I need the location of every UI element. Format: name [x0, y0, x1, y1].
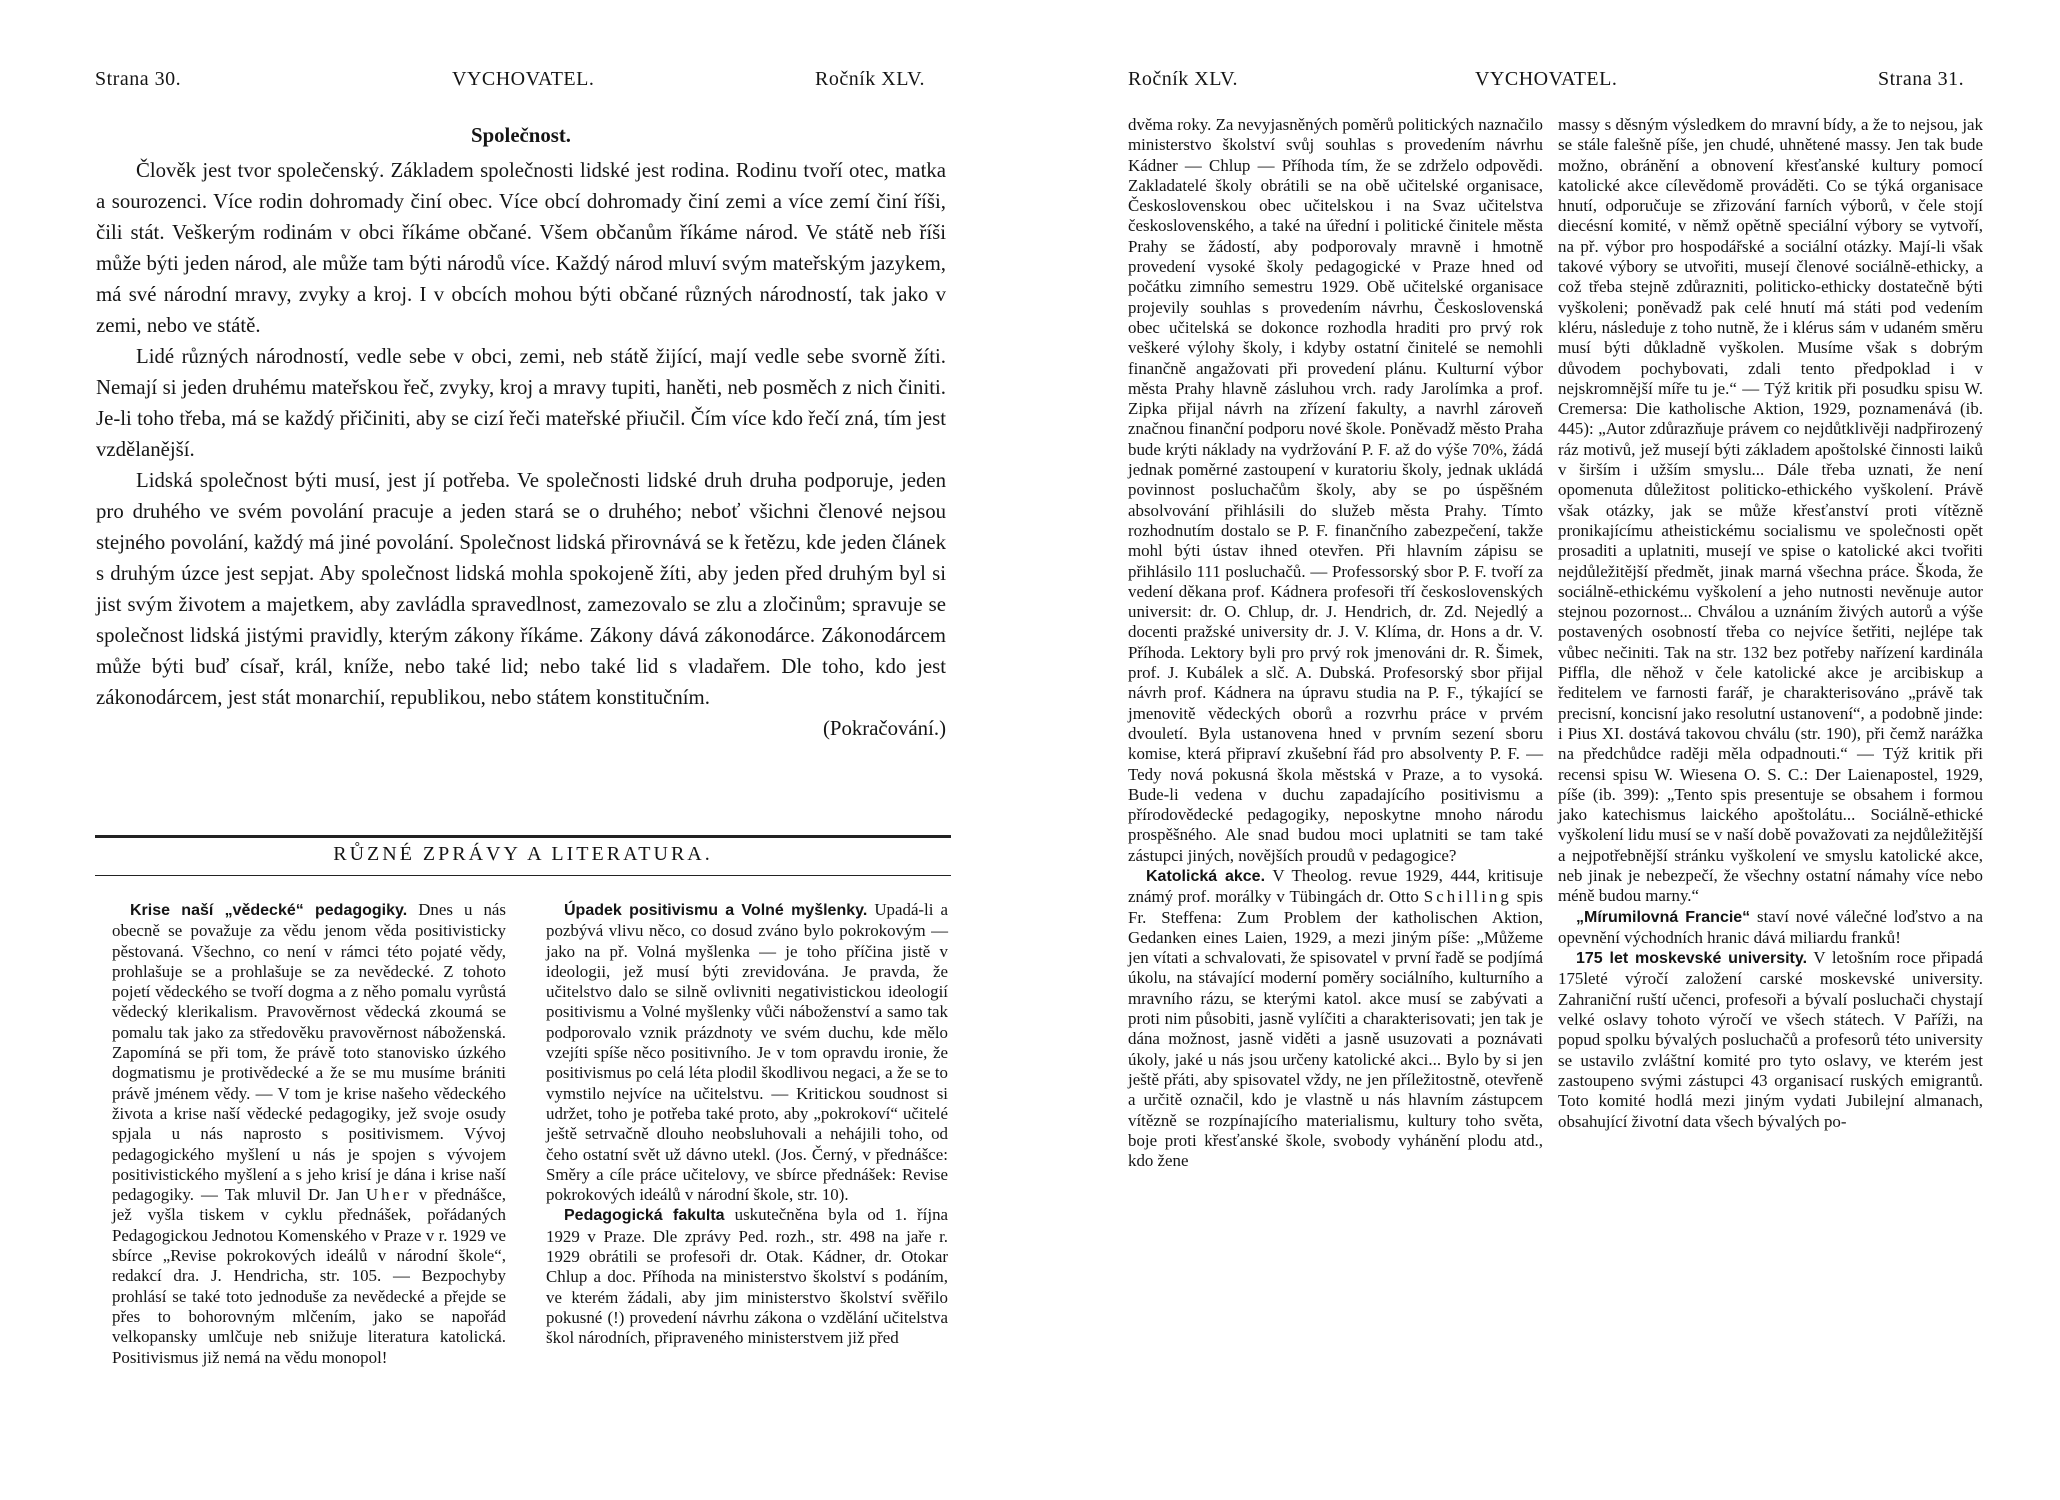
news-item-title: 175 let moskevské university. [1576, 950, 1808, 968]
section-title: RŮZNÉ ZPRÁVY A LITERATURA. [333, 843, 713, 865]
news-item-title: Katolická akce. [1146, 867, 1266, 885]
news-column-4 [1558, 115, 1983, 1132]
main-article [96, 120, 946, 744]
news-item-title: Úpadek positivismu a Volné myšlenky. [564, 902, 868, 919]
volume-label: Ročník XLV. [815, 68, 925, 90]
news-item: Krise naší „vědecké“ pedagogiky. Dnes u nás obecně se považuje za vědu jenom věda positivisticky pěstovaná. Všechno, co není v rámci této pojaté vědy, prohlašuje se a prohlašuje se za nevědecké. Z tohoto pojetí vědeckého se tvoří dogma a z něho pomalu vyrůstá vědecký klerikalism. Pravověrnost vědecká zkoumá se pomalu tak jako za středověku pravověrnost náboženská. Zapomíná se při tom, že právě toto stanovisko úzkého dogmatismu je protivědecké a že se mu musíme brániti právě jménem vědy. — V tom je krise našeho vědeckého života a krise naší vědecké pedagogiky, jež svoje osudy spjala u nás naprosto s positivismem. Vývoj pedagogického myšlení u nás je spojen s vývojem positivistického myšlení a s jeho krisí je dána i krise naší pedagogiky. — Tak mluvil Dr. Jan Uher v přednášce, jež vyšla tiskem v cyklu přednášek, pořádaných Pedagogickou Jednotou Komenského v Praze v r. 1929 ve sbírce „Revise pokrokových ideálů v národní škole“, redakcí dra. J. Hendricha, str. 105. — Bezpochyby prohlásí se také toto jednoduše za nevědecké a přejde se přes to bohorovným mlčením, jako se napořád velkopansky umlčuje neb snižuje literatura katolická. Positivismus již nemá na vědu monopol! [112, 900, 507, 1367]
news-item: „Mírumilovná Francie“ staví nové válečné loďstvo a na opevnění východních hranic dává miliardu franků! [1558, 906, 1984, 947]
news-item-title: „Mírumilovná Francie“ [1576, 908, 1751, 926]
article-paragraph: Lidé různých národností, vedle sebe v obci, zemi, neb státě žijící, mají vedle sebe svorně žíti. Nemají si jeden druhému mateřskou řeč, zvyky, kroj a mravy tupiti, haněti, neb posměch z nich činiti. Je-li toho třeba, má se každý přičiniti, aby se cizí řeči mateřské přiučil. Čím více kdo řečí zná, tím jest vzdělanější. [96, 345, 946, 461]
author-name: Uher [365, 1185, 412, 1205]
section-divider [95, 835, 951, 838]
news-item: Pedagogická fakulta uskutečněna byla od 1. října 1929 v Praze. Dle zprávy Ped. rozh., str. 498 na jaře r. 1929 obrátili se profesoři dr. Otak. Kádner, dr. Otokar Chlup a doc. Příhoda na ministerstvo školství s podáním, ve kterém žádali, aby jim ministerstvo školství svěřilo pokusné (!) provedení návrhu zákona o vzdělání učitelstva škol národních, připraveného ministerstvem již před [546, 1205, 949, 1348]
article-paragraph: Člověk jest tvor společenský. Základem společnosti lidské jest rodina. Rodinu tvoří otec, matka a sourozenci. Více rodin dohromady činí obec. Více obcí dohromady činí zemi a více zemí činí říši, čili stát. Veškerým rodinám v obci říkáme občané. Všem občanům říkáme národ. Ve státě neb říši může býti jeden národ, ale může tam býti národů více. Každý národ mluví svým mateřským jazykem, má své národní mravy, zvyky a kroj. I v obcích mohou býti občané různých národností, tak jako v zemi, nebo ve státě. [96, 159, 946, 337]
page-number: Strana 30. [95, 68, 182, 90]
right-page [1030, 0, 2060, 1500]
news-item-title: Krise naší „vědecké“ pedagogiky. [130, 902, 408, 919]
author-name: Schilling [1423, 887, 1512, 907]
news-column-2 [546, 900, 948, 1349]
page-number: Strana 31. [1878, 68, 1965, 90]
article-paragraph: Lidská společnost býti musí, jest jí potřeba. Ve společnosti lidské druh druha podporuje, jeden pro druhého ve svém povolání pracuje a jeden stará se o druhého; neboť všichni členové nejsou stejného povolání, každý má jiné povolání. Společnost lidská přirovnává se k řetězu, kde jeden článek s druhým úzce jest sepjat. Aby společnost lidská mohla spokojeně žíti, aby jeden před druhým byl si jist svým životem a majetkem, aby zavládla spravedlnost, zamezovalo se zlu a zločinům; spravuje se společnost lidská jistými pravidly, kterým zákony říkáme. Zákony dává zákonodárce. Zákonodárcem může býti buď císař, král, kníže, nebo také lid; nebo také lid s vladařem. Dle toho, kdo jest zákonodárcem, jest stát monarchií, republikou, nebo státem konstitučním. [96, 469, 946, 709]
periodical-title: VYCHOVATEL. [452, 68, 595, 90]
news-column-3 [1128, 115, 1543, 1171]
news-item: massy s děsným výsledkem do mravní bídy, a že to nejsou, jak se stále falešně píše, jen chudé, uhnětené massy. Jen tak bude možno, obránění a obnovení křesťanské kultury pomocí katolické akce cílevědomě prováděti. Co se týká organisace hnutí, odporučuje se zřizování farních výborů, v čele stojí diecésní komité, v němž opětně speciální výbory se vytvoří, na př. výbor pro hospodářské a sociální otázky. Mají-li však takové výbory se utvořiti, musejí členové sociálně-ethicky, a což třeba stejně zdůrazniti, politicko-ethicky dostatečně býti vyškoleni; poněvadž pak celé hnutí má státi pod vedením kléru, následuje z toho nutně, že i klérus sám v udaném směru musí býti důkladně vyškolen. Musíme však s dobrým důvodem pochybovati, zdali tento předpoklad i v nejskromnější míře tu je.“ — Týž kritik při posudku spisu W. Cremersa: Die katholische Aktion, 1929, poznamenává (ib. 445): „Autor zdůrazňuje právem co nejdůtklivěji nadpřirozený ráz motivů, jež musejí býti základem apoštolské činnosti laiků v širším i užším smyslu... Dále třeba uznati, že není opomenuta důležitost politicko-ethického vyškolení. Právě však otázky, jak se může křesťanství proti vítězně pronikajícímu atheistickému socialismu ve společnosti opět prosaditi a uplatniti, musejí ve spise o katolické akci tvořiti nejdůležitější předmět, jinak marná všechna práce. Škoda, že sociálně-ethickému vyškolení a jeho nutnosti nevěnuje autor stejnou pozornost... Chválou a uznáním živých autorů a výše postavených osobností třeba co nejvíce šetřiti, nejlépe tak vůbec nečiniti. Tak na str. 132 bez potřeby nařízení kardinála Piffla, dle něhož v čele katolické akce je arcibiskup a ředitelem ve farnosti farář, je charakterisováno „právě tak precisní, koncisní jako resolutní ustanovení“, a podobně jinde: i Pius XI. dostává takovou chválu (str. 190), při čemž narážka na předchůdce raději měla odpadnouti.“ — Týž kritik při recensi spisu W. Wiesena O. S. C.: Der Laienapostel, 1929, píše (ib. 399): „Tento spis presentuje se obsahem i formou jako katechismus laického apoštolátu... Sociálně-ethické vyškolení lidu musí se v naší době považovati za nejdůležitější a nejpotřebnější stránku vyškolení ve smyslu katolické akce, neb jinak je nebezpečí, že všechny ostatní námahy více nebo méně budou marny.“ [1558, 115, 1983, 906]
article-title: Společnost. [471, 124, 571, 147]
news-item: Úpadek positivismu a Volné myšlenky. Upadá-li a pozbývá vlivu něco, co dosud zváno bylo pokrokovým — jako na př. Volná myšlenka — je toho příčina jistě v ideologii, jež musí býti zrevidována. Je pravda, že učitelstvo dalo se silně ovlivniti negativistickou ideologií positivismu a Volné myšlenky vůči náboženství a samo tak podporovalo vznik prázdnoty ve svém duchu, kde mělo vzejíti spíše něco positivního. Je v tom opravdu ironie, že positivismus po celá léta plodil škodlivou negaci, a že se to vymstilo nejvíce na učitelstvu. — Kritickou soudnost si udržet, toho je potřeba také proto, aby „pokrokoví“ učitelé ještě setrvačně dlouho neobsluhovali a nehájili toho, od čeho ostatní svět už dávno utekl. (Jos. Černý, v přednášce: Směry a cíle práce učitelovy, ve sbírce přednášek: Revise pokrokových ideálů v národní škole, str. 10). [546, 900, 948, 1205]
continuation-note: (Pokračování.) [822, 717, 946, 740]
news-item: Katolická akce. V Theolog. revue 1929, 444, kritisuje známý prof. morálky v Tübingách dr. Otto Schilling spis Fr. Steffena: Zum Problem der katholischen Aktion, Gedanken eines Laien, 1929, a mezi jiným píše: „Můžeme jen vítati a schvalovati, že spisovatel v první řadě se podjímá úkolu, na stávající moderní poměry sociálního, kulturního a mravního rázu, se kterými katol. akce musí se zabývati a proti nim působiti, jasně vylíčiti a charakterisovati; jen tak je dána možnost, jasně viděti a jasně usuzovati a poznávati úkoly, jaké u nás jsou určeny katolické akci... Bylo by si jen ještě přáti, aby spisovatel vždy, ne jen příležitostně, otevřeně a určitě označil, kdo je vlastně u nás hlavním zástupcem vítězně se rozpínajícího materialismu, kultury toho světa, boje proti křesťanské škole, svobody vyhánění plodu atd., kdo žene [1128, 865, 1543, 1171]
news-column-1 [112, 900, 506, 1368]
news-item: 175 let moskevské university. V letošním roce připadá 175leté výročí založení carské moskevské university. Zahraniční ruští učenci, profesoři a bývalí posluchači chystají velké oslavy tohoto výročí ve všech státech. V Paříži, na popud spolku bývalých posluchačů a profesorů této university se ustavilo zvláštní komité pro tyto oslavy, ve kterém jest zastoupeno svými zástupci 43 organisací ruských emigrantů. Toto komité hodlá mezi jiným vydati Jubilejní almanach, obsahující životní data všech bývalých po- [1558, 948, 1983, 1131]
volume-label: Ročník XLV. [1128, 68, 1238, 90]
section-divider [95, 875, 951, 876]
news-item-title: Pedagogická fakulta [564, 1207, 725, 1225]
periodical-title: VYCHOVATEL. [1475, 68, 1618, 90]
news-item: dvěma roky. Za nevyjasněných poměrů politických naznačilo ministerstvo školství svůj souhlas s provedením návrhu Kádner — Chlup — Příhoda tím, že se zdrželo odpovědi. Zakladatelé školy obrátili se na obě učitelské organisace, Československou obec učitelskou i na Svaz učitelstva československého, a také na úřední i politické činitele města Prahy se žádostí, aby podporovaly mravně i hmotně provedení vysoké školy pedagogické v Praze hned od počátku zimního semestru 1929. Obě učitelské organisace projevily souhlas s provedením návrhu, Československá obec učitelská se dokonce rozhodla hraditi pro prvý rok veškeré výlohy školy, i kdyby ostatní činitelé se nemohli finančně angažovati při provedení plánu. Kulturní výbor města Prahy hlavně zásluhou vrch. rady Jarolímka a prof. Zipka přijal návrh na zřízení fakulty, a navrhl zároveň značnou finanční podporu nové škole. Poněvadž město Praha bude krýti náklady na vydržování P. F. až do výše 70%, žádá jednak poměrné zastoupení v kuratoriu školy, jednak ukládá povinnost posluchačům školy, aby se po úspěšném absolvování přihlásili do služeb města Prahy. Tímto rozhodnutím dostalo se P. F. finančního zabezpečení, takže mohl býti ústav ihned otevřen. Při hlavním zápisu se přihlásilo 111 posluchačů. — Professorský sbor P. F. tvoří za vedení děkana prof. Kádnera profesoři tří československých universit: dr. O. Chlup, dr. J. Hendrich, dr. Zd. Nejedlý a docenti pražské university dr. J. V. Klíma, dr. Hons a dr. V. Příhoda. Lektory byli pro prvý rok jmenováni dr. R. Šimek, prof. J. Kubálek a slč. A. Dubská. Profesorský sbor přijal návrh prof. Kádnera na úpravu studia na P. F., týkající se jmenovitě vědeckých oborů a rozvrhu práce v prvém dvouletí. Byla ustanovena hned v prvním sezení sboru komise, která připraví zkušební řád pro absolventy P. F. — Tedy nová pokusná škola městská v Praze, a to vysoká. Bude-li vedena v duchu zapadajícího positivismu a přírodovědecké pedagogiky, neposkytne mnoho národu prospěšného. Ale snad budou moci uplatniti se tam také zástupci jiných, novějších proudů v pedagogice? [1128, 115, 1543, 865]
